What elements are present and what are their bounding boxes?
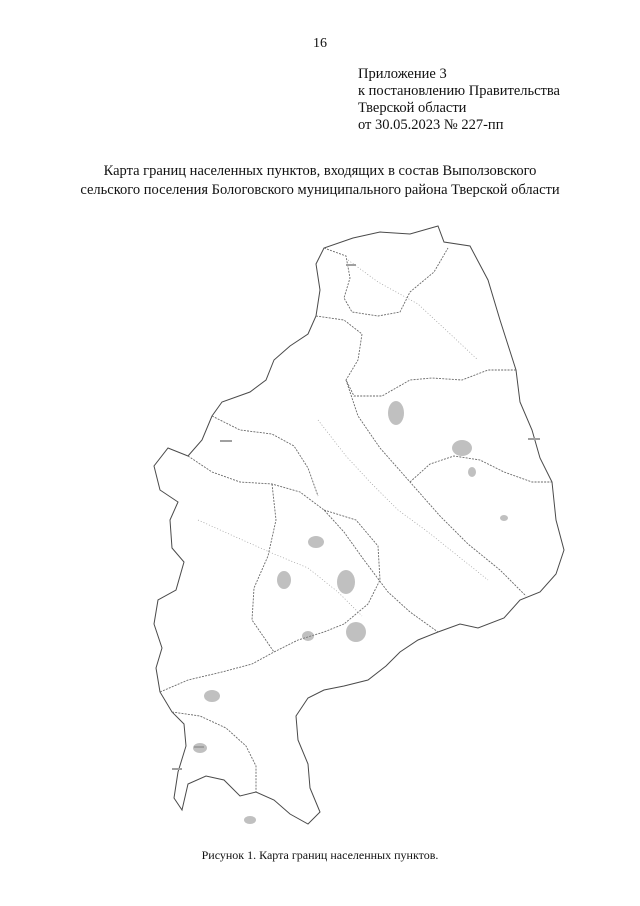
internal-boundary-south <box>160 624 344 692</box>
map-marker <box>528 438 540 440</box>
internal-boundary-north <box>324 248 448 316</box>
settlement-patch <box>468 467 476 477</box>
boundary-map <box>148 220 568 830</box>
internal-boundary-east <box>410 456 552 482</box>
settlement-patch <box>302 631 314 641</box>
settlement-patch <box>452 440 472 456</box>
document-title-line-1: Карта границ населенных пунктов, входящих в состав Выползовского <box>103 163 537 179</box>
settlements-layer <box>193 401 508 824</box>
document-title-line-2: сельского поселения Бологовского муниципального района Тверской области <box>80 182 560 198</box>
map-marker <box>220 440 232 442</box>
map-marker <box>172 768 182 770</box>
road-2 <box>198 520 362 616</box>
page-number: 16 <box>313 36 327 51</box>
map-marker <box>194 746 204 748</box>
appendix-line-3: Тверской области <box>358 100 467 116</box>
settlement-patch <box>244 816 256 824</box>
settlement-patch <box>346 622 366 642</box>
appendix-line-4: от 30.05.2023 № 227-пп <box>358 117 504 133</box>
internal-boundary-center <box>252 484 276 652</box>
internal-boundary-diagonal <box>346 380 526 596</box>
settlement-patch <box>308 536 324 548</box>
settlement-patch <box>204 690 220 702</box>
rural-settlement-outer-boundary <box>154 226 564 824</box>
settlement-patch <box>277 571 291 589</box>
settlement-patch <box>500 515 508 521</box>
document-title <box>0 162 640 200</box>
appendix-line-2: к постановлению Правительства <box>358 83 560 99</box>
internal-boundary-north-2 <box>316 316 516 396</box>
road-3 <box>348 260 478 360</box>
internal-boundary-central-east <box>324 510 380 624</box>
appendix-block <box>358 66 560 134</box>
map-markers <box>172 264 540 770</box>
map-marker <box>346 264 356 266</box>
settlement-patch <box>388 401 404 425</box>
settlement-patch <box>337 570 355 594</box>
appendix-line-1: Приложение 3 <box>358 66 447 82</box>
figure-caption: Рисунок 1. Карта границ населенных пунктов. <box>201 848 439 862</box>
